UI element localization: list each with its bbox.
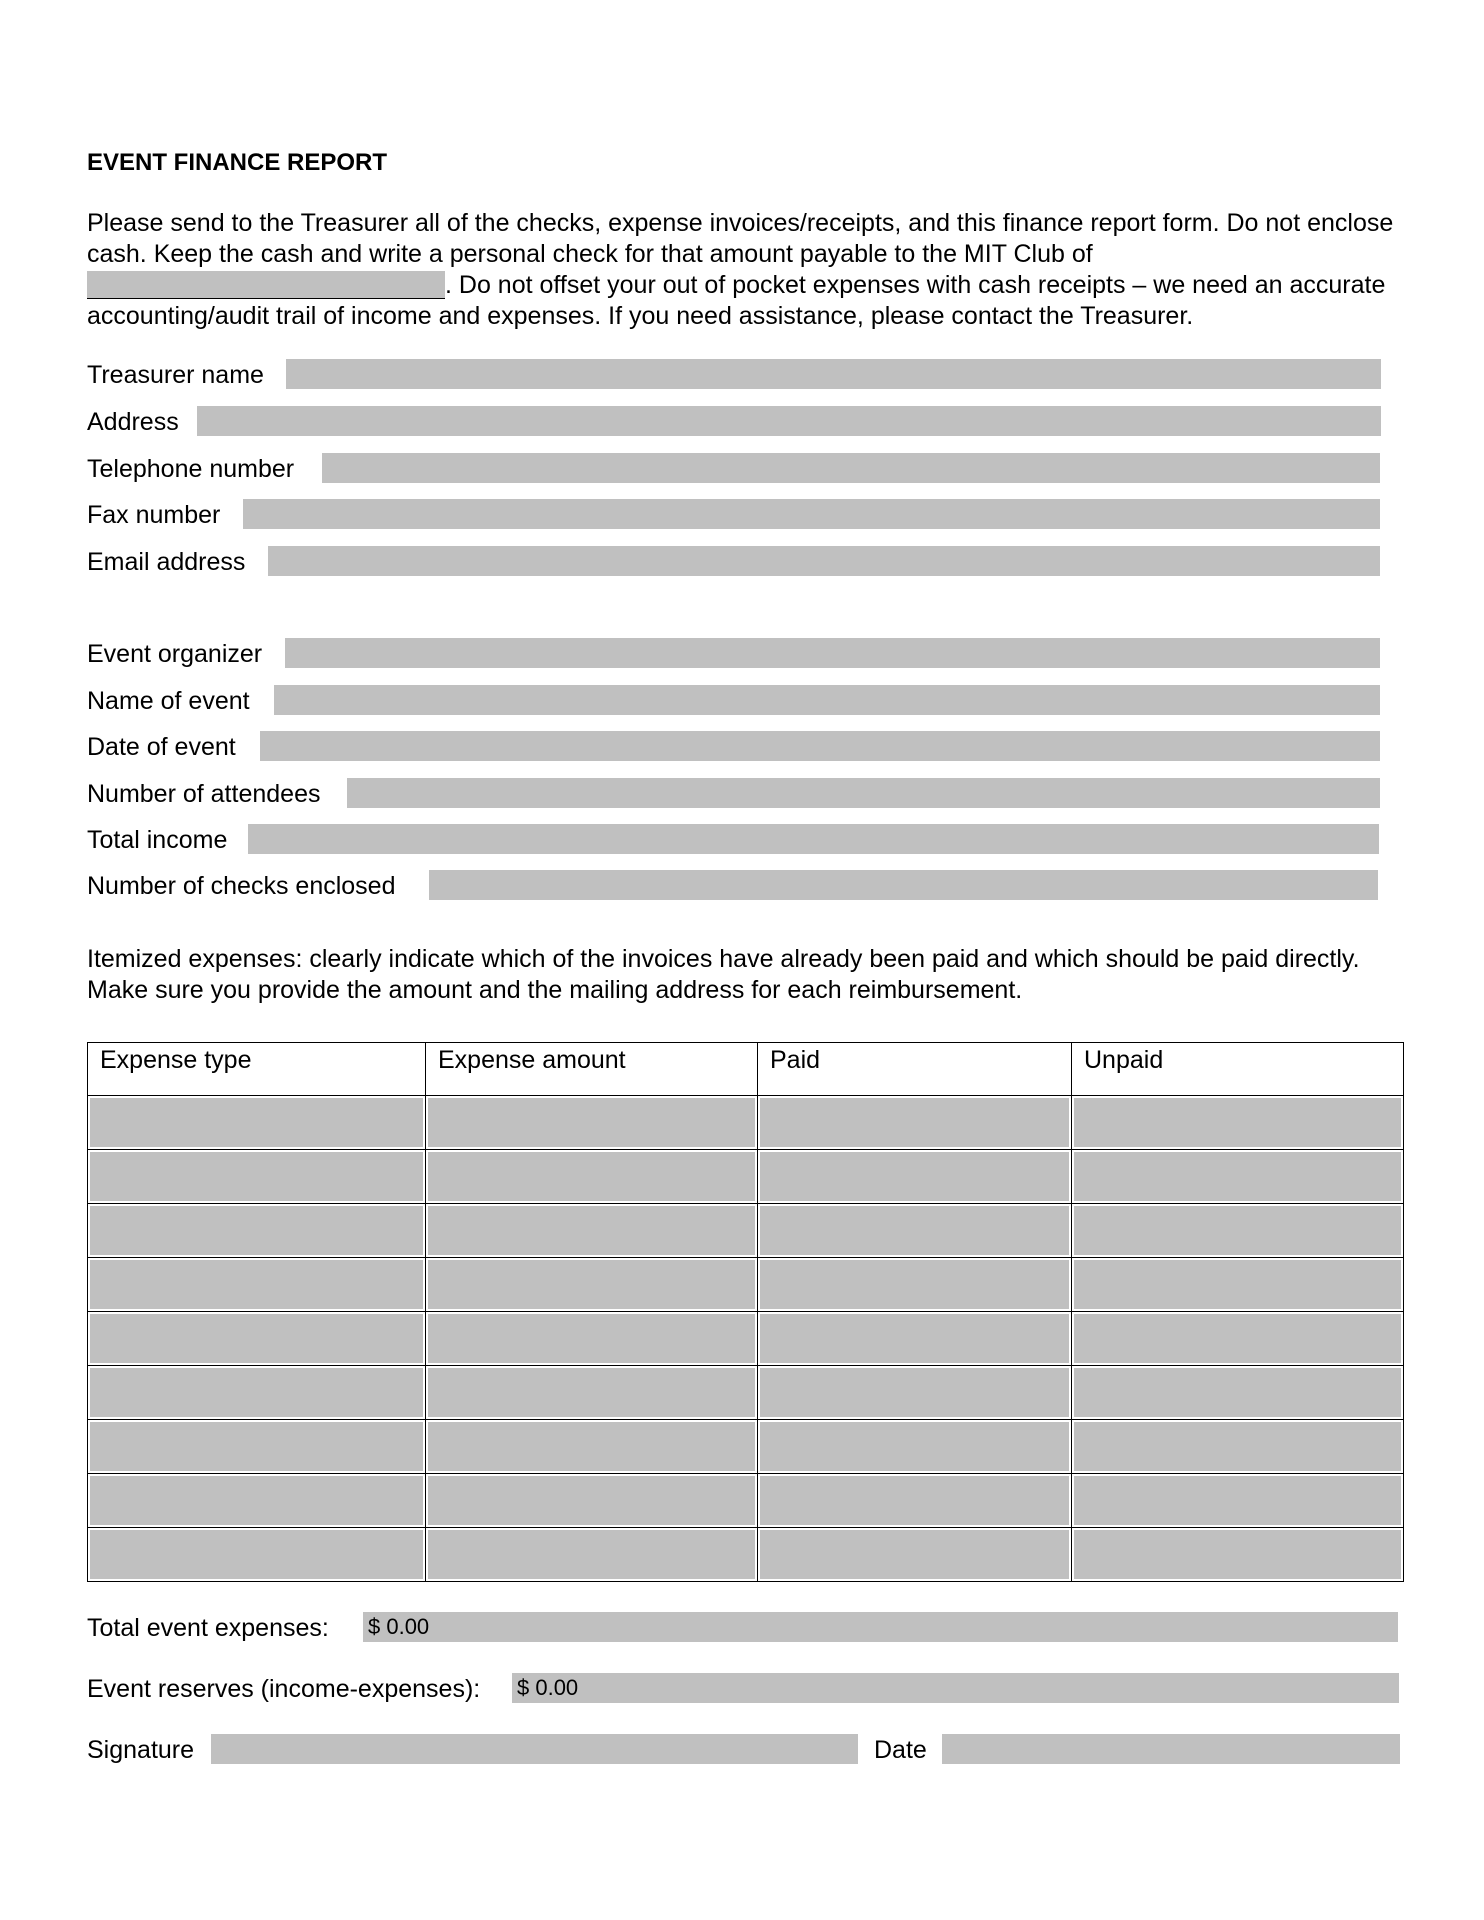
expense-amount-cell [426, 1150, 758, 1204]
attendees-label: Number of attendees [87, 780, 321, 808]
unpaid-cell [1072, 1096, 1404, 1150]
expense-type-input[interactable] [90, 1314, 423, 1363]
event-name-field[interactable] [274, 685, 1380, 715]
date-label: Date [874, 1736, 927, 1764]
paid-input[interactable] [760, 1152, 1069, 1201]
total-expenses-field[interactable]: $ 0.00 [363, 1612, 1398, 1642]
header-unpaid: Unpaid [1072, 1043, 1404, 1096]
unpaid-input[interactable] [1074, 1314, 1401, 1363]
paid-cell [758, 1096, 1072, 1150]
table-row [88, 1420, 1404, 1474]
telephone-row [87, 453, 1484, 485]
expense-amount-input[interactable] [428, 1098, 755, 1147]
expense-amount-cell [426, 1312, 758, 1366]
expense-amount-cell [426, 1366, 758, 1420]
event-date-row [87, 731, 1484, 763]
unpaid-input[interactable] [1074, 1152, 1401, 1201]
expense-amount-cell [426, 1096, 758, 1150]
treasurer-name-field[interactable] [286, 359, 1381, 389]
unpaid-input[interactable] [1074, 1206, 1401, 1255]
expense-type-input[interactable] [90, 1260, 423, 1309]
expense-type-cell [88, 1366, 426, 1420]
email-field[interactable] [268, 546, 1380, 576]
table-row [88, 1096, 1404, 1150]
signature-field[interactable] [211, 1734, 858, 1764]
expense-amount-cell [426, 1528, 758, 1582]
total-income-label: Total income [87, 826, 228, 854]
total-income-row [87, 824, 1484, 856]
paid-input[interactable] [760, 1530, 1069, 1579]
expense-type-input[interactable] [90, 1530, 423, 1579]
table-header-row [88, 1043, 1404, 1096]
total-expenses-label: Total event expenses: [87, 1614, 329, 1642]
expense-type-cell [88, 1474, 426, 1528]
table-row [88, 1150, 1404, 1204]
paid-cell [758, 1366, 1072, 1420]
unpaid-cell [1072, 1474, 1404, 1528]
intro-paragraph [87, 208, 1407, 332]
event-organizer-field[interactable] [285, 638, 1380, 668]
intro-text-2: . Do not offset your out of pocket expenses with cash receipts – we need an accurate accounting/audit trail of income and expenses. If you need assistance, please contact the Treasurer. [87, 271, 1386, 330]
unpaid-cell [1072, 1366, 1404, 1420]
expense-amount-cell [426, 1204, 758, 1258]
unpaid-cell [1072, 1150, 1404, 1204]
expense-amount-cell [426, 1474, 758, 1528]
club-name-field[interactable] [87, 271, 445, 299]
expense-type-cell [88, 1420, 426, 1474]
unpaid-cell [1072, 1312, 1404, 1366]
itemized-instructions: Itemized expenses: clearly indicate which of the invoices have already been paid and which should be paid directly. Make sure you provide the amount and the mailing address for each reimbursement. [87, 945, 1360, 1004]
attendees-field[interactable] [347, 778, 1380, 808]
expense-type-cell [88, 1096, 426, 1150]
event-name-row [87, 685, 1484, 717]
unpaid-input[interactable] [1074, 1368, 1401, 1417]
unpaid-input[interactable] [1074, 1098, 1401, 1147]
expense-type-input[interactable] [90, 1206, 423, 1255]
table-row [88, 1312, 1404, 1366]
expense-amount-input[interactable] [428, 1476, 755, 1525]
paid-cell [758, 1150, 1072, 1204]
event-reserves-field[interactable]: $ 0.00 [512, 1673, 1399, 1703]
expense-amount-input[interactable] [428, 1206, 755, 1255]
event-organizer-row [87, 638, 1484, 670]
expense-amount-input[interactable] [428, 1314, 755, 1363]
unpaid-input[interactable] [1074, 1260, 1401, 1309]
unpaid-input[interactable] [1074, 1476, 1401, 1525]
expense-amount-input[interactable] [428, 1530, 755, 1579]
treasurer-name-row [87, 359, 1484, 391]
treasurer-name-label: Treasurer name [87, 361, 264, 389]
email-label: Email address [87, 548, 246, 576]
unpaid-cell [1072, 1204, 1404, 1258]
expense-type-input[interactable] [90, 1098, 423, 1147]
table-row [88, 1366, 1404, 1420]
expense-type-cell [88, 1528, 426, 1582]
unpaid-input[interactable] [1074, 1422, 1401, 1471]
paid-cell [758, 1312, 1072, 1366]
checks-row [87, 870, 1484, 902]
paid-cell [758, 1528, 1072, 1582]
paid-input[interactable] [760, 1206, 1069, 1255]
header-paid: Paid [758, 1043, 1072, 1096]
total-income-field[interactable] [248, 824, 1379, 854]
unpaid-cell [1072, 1420, 1404, 1474]
date-field[interactable] [942, 1734, 1400, 1764]
event-name-label: Name of event [87, 687, 250, 715]
expense-type-input[interactable] [90, 1152, 423, 1201]
paid-cell [758, 1474, 1072, 1528]
table-row [88, 1204, 1404, 1258]
attendees-row [87, 778, 1484, 810]
expense-type-cell [88, 1204, 426, 1258]
paid-cell [758, 1420, 1072, 1474]
email-row [87, 546, 1484, 578]
address-label: Address [87, 408, 179, 436]
table-row [88, 1474, 1404, 1528]
signature-label: Signature [87, 1736, 195, 1764]
table-row [88, 1528, 1404, 1582]
paid-input[interactable] [760, 1476, 1069, 1525]
paid-cell [758, 1258, 1072, 1312]
fax-field[interactable] [243, 499, 1380, 529]
event-organizer-label: Event organizer [87, 640, 263, 668]
paid-input[interactable] [760, 1314, 1069, 1363]
paid-input[interactable] [760, 1422, 1069, 1471]
intro-text-1: Please send to the Treasurer all of the checks, expense invoices/receipts, and this finance report form. Do not enclose cash. Keep the cash and write a personal check for that amount payable to the MIT Club of [87, 209, 1394, 268]
event-reserves-row [87, 1673, 1484, 1705]
checks-label: Number of checks enclosed [87, 872, 396, 900]
expense-type-input[interactable] [90, 1476, 423, 1525]
unpaid-input[interactable] [1074, 1530, 1401, 1579]
expense-amount-input[interactable] [428, 1260, 755, 1309]
table-row [88, 1258, 1404, 1312]
expense-amount-input[interactable] [428, 1368, 755, 1417]
unpaid-cell [1072, 1258, 1404, 1312]
page-title: EVENT FINANCE REPORT [87, 149, 388, 176]
expense-amount-input[interactable] [428, 1152, 755, 1201]
paid-input[interactable] [760, 1260, 1069, 1309]
paid-input[interactable] [760, 1368, 1069, 1417]
header-expense-amount: Expense amount [426, 1043, 758, 1096]
expense-amount-input[interactable] [428, 1422, 755, 1471]
event-reserves-label: Event reserves (income-expenses): [87, 1675, 481, 1703]
address-field[interactable] [197, 406, 1381, 436]
expense-amount-cell [426, 1258, 758, 1312]
telephone-label: Telephone number [87, 455, 295, 483]
unpaid-cell [1072, 1528, 1404, 1582]
expense-amount-cell [426, 1420, 758, 1474]
checks-field[interactable] [429, 870, 1378, 900]
address-row [87, 406, 1484, 438]
event-date-label: Date of event [87, 733, 236, 761]
expense-type-cell [88, 1312, 426, 1366]
fax-row [87, 499, 1484, 531]
event-date-field[interactable] [260, 731, 1380, 761]
expense-type-cell [88, 1150, 426, 1204]
paid-input[interactable] [760, 1098, 1069, 1147]
expense-type-input[interactable] [90, 1422, 423, 1471]
expense-type-cell [88, 1258, 426, 1312]
expense-type-input[interactable] [90, 1368, 423, 1417]
fax-label: Fax number [87, 501, 221, 529]
total-expenses-row [87, 1612, 1484, 1644]
expense-table [87, 1042, 1404, 1582]
paid-cell [758, 1204, 1072, 1258]
signature-row [87, 1734, 1484, 1766]
header-expense-type: Expense type [88, 1043, 426, 1096]
telephone-field[interactable] [322, 453, 1380, 483]
